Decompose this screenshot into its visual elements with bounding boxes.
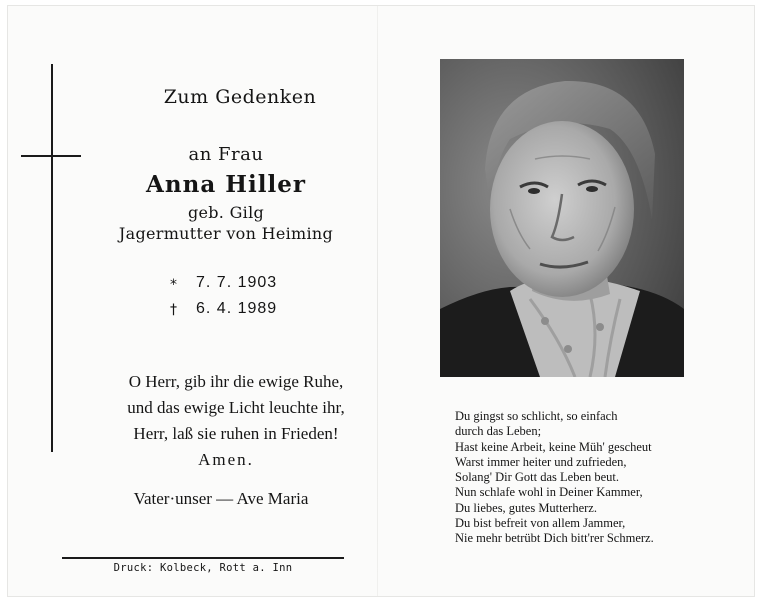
prayer-line: Herr, laß sie ruhen in Frieden! [133, 424, 339, 443]
prayer-text [96, 369, 376, 447]
born-symbol: * [170, 277, 177, 293]
portrait-photo [440, 59, 684, 377]
poem-line: Nie mehr betrübt Dich bitt'rer Schmerz. [455, 531, 654, 546]
death-date: 6. 4. 1989 [196, 300, 278, 317]
death-symbol: † [170, 302, 177, 318]
cross-icon-vertical [51, 64, 53, 452]
poem-line: Hast keine Arbeit, keine Müh' gescheut [455, 439, 652, 454]
printer-credit: Druck: Kolbeck, Rott a. Inn [113, 562, 293, 574]
role-text: Jagermutter von Heiming [118, 224, 334, 243]
deceased-name: Anna Hiller [146, 171, 306, 198]
portrait-image [440, 59, 684, 377]
intro-text: an Frau [188, 144, 264, 165]
poem-line: Du liebes, gutes Mutterherz. [455, 500, 597, 515]
poem-text [455, 409, 735, 547]
amen-text: Amen. [198, 450, 254, 469]
prayer-line: O Herr, gib ihr die ewige Ruhe, [128, 372, 344, 391]
birth-name: geb. Gilg [187, 203, 265, 222]
card-fold-line [377, 6, 378, 596]
cross-icon-horizontal [21, 155, 81, 157]
poem-line: Warst immer heiter und zufrieden, [455, 454, 627, 469]
poem-line: Du gingst so schlicht, so einfach [455, 409, 618, 423]
poem-line: Du bist befreit von allem Jammer, [455, 516, 626, 531]
poem-line: Nun schlafe wohl in Deiner Kammer, [455, 485, 643, 500]
poem-line: durch das Leben; [455, 424, 542, 439]
birth-date: 7. 7. 1903 [196, 274, 278, 291]
memorial-heading: Zum Gedenken [163, 86, 317, 108]
prayer-line: und das ewige Licht leuchte ihr, [127, 398, 345, 417]
poem-line: Solang' Dir Gott das Leben beut. [455, 470, 620, 485]
closing-prayers: Vater·unser — Ave Maria [133, 489, 309, 508]
divider-line [62, 557, 344, 559]
